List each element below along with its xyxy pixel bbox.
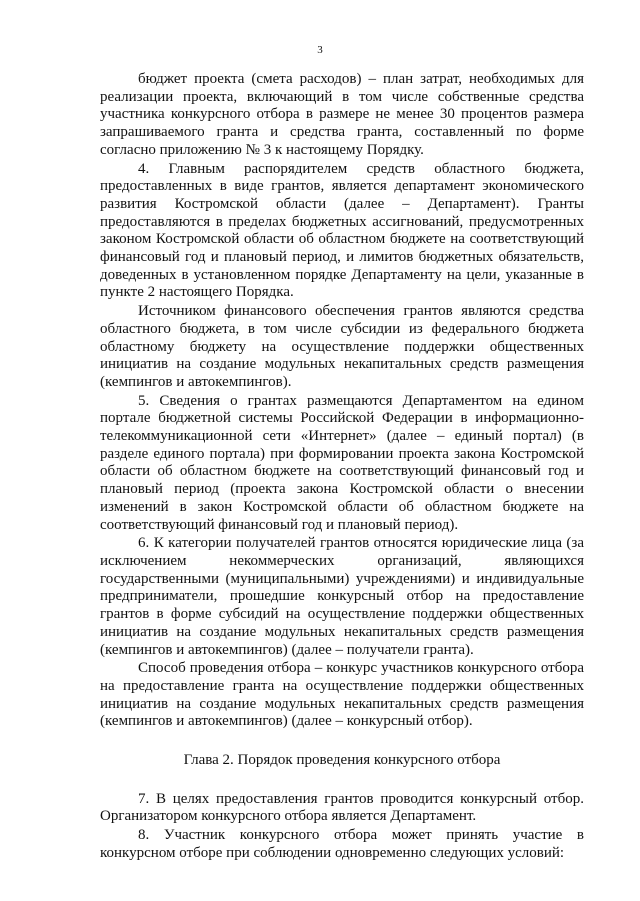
- paragraph-item-4: 4. Главным распорядителем средств областного бюджета, предоставленных в виде грантов, является департамент экономического развития Костромской области (далее – Департамент). Гранты предоставляются в пределах бюджетных ассигнований, предусмотренных законом Костромской области об областном бюджете на соответствующий финансовый год и плановый период, и лимитов бюджетных обязательств, доведенных в установленном порядке Департаменту на цели, указанные в пункте 2 настоящего Порядка.: [100, 160, 584, 301]
- chapter-heading: Глава 2. Порядок проведения конкурсного отбора: [183, 752, 501, 769]
- paragraph-item-5: 5. Сведения о грантах размещаются Департаментом на едином портале бюджетной системы Российской Федерации в информационно-телекоммуникационной сети «Интернет» (далее – единый портал) (в разделе единого портала) при формировании проекта закона Костромской области об областном бюджете на соответствующий финансовый год и плановый период (проекта закона Костромской области о внесении изменений в закон Костромской области об областном бюджете на соответствующий финансовый год и плановый период).: [100, 392, 584, 533]
- document-body: [100, 71, 584, 863]
- paragraph-item-8: 8. Участник конкурсного отбора может принять участие в конкурсном отборе при соблюдении одновременно следующих условий:: [100, 827, 584, 861]
- paragraph-budget-definition: бюджет проекта (смета расходов) – план затрат, необходимых для реализации проекта, включающий в том числе собственные средства участника конкурсного отбора в размере не менее 30 процентов размера запрашиваемого гранта и средства гранта, составленный по форме согласно приложению № 3 к настоящему Порядку.: [100, 71, 584, 158]
- paragraph-item-6: 6. К категории получателей грантов относятся юридические лица (за исключением некоммерческих организаций, являющихся государственными (муниципальными) учреждениями) и индивидуальные предприниматели, прошедшие конкурсный отбор на предоставление грантов в форме субсидий на осуществление поддержки общественных инициатив на создание модульных некапитальных средств размещения (кемпингов и автокемпингов) (далее – получатели гранта).: [100, 535, 584, 658]
- page-number: 3: [317, 44, 323, 56]
- paragraph-selection-method: Способ проведения отбора – конкурс участников конкурсного отбора на предоставление гранта на осуществление поддержки общественных инициатив на создание модульных некапитальных средств размещения (кемпингов и автокемпингов) (далее – конкурсный отбор).: [100, 660, 584, 730]
- paragraph-funding-source: Источником финансового обеспечения грантов являются средства областного бюджета, в том числе субсидии из федерального бюджета областному бюджету на осуществление поддержки общественных инициатив на создание модульных некапитальных средств размещения (кемпингов и автокемпингов).: [100, 303, 584, 390]
- paragraph-item-7: 7. В целях предоставления грантов проводится конкурсный отбор. Организатором конкурсного отбора является Департамент.: [100, 790, 584, 825]
